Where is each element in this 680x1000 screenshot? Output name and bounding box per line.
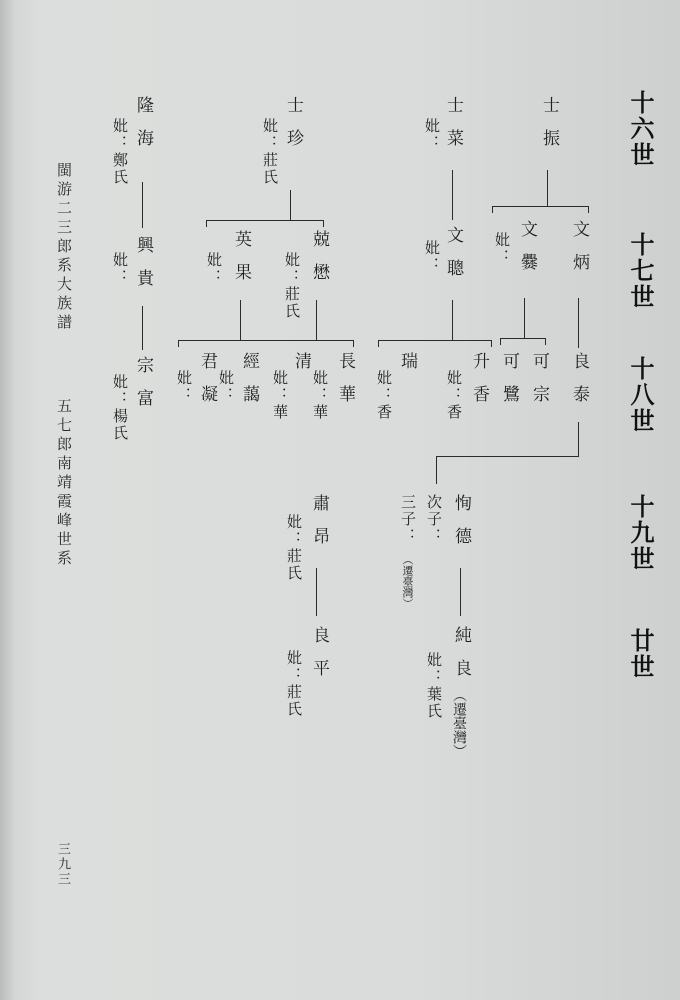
page-binding-shadow — [0, 0, 14, 1000]
spouse-zhanghua: 妣：華 — [311, 370, 329, 421]
line — [524, 298, 525, 338]
person-shizhen2: 士珍 — [283, 96, 303, 162]
line — [588, 206, 589, 213]
person-kelu: 可鷺 — [499, 352, 519, 418]
line — [142, 306, 143, 350]
generation-17-label: 十七世 — [626, 232, 655, 310]
line — [316, 300, 317, 340]
person-zongfu: 宗富 — [133, 356, 153, 422]
spouse-suang: 妣：莊氏 — [285, 514, 303, 582]
person-jingmao: 兢懋 — [309, 230, 329, 296]
spouse-yingguo: 妣： — [205, 252, 223, 286]
line — [240, 300, 241, 340]
person-chunliang: 純良 — [451, 626, 471, 692]
spouse-jingmao: 妣：莊氏 — [283, 252, 301, 320]
spouse-liangping: 妣：莊氏 — [285, 650, 303, 718]
page-number: 三九三 — [55, 842, 70, 887]
line — [178, 340, 354, 341]
line — [492, 206, 589, 207]
person-liangping: 良平 — [309, 626, 329, 692]
spouse-xinggui: 妣： — [111, 252, 129, 286]
label-ci-zi: 次子： — [425, 494, 443, 545]
line — [142, 182, 143, 228]
spouse-longhai: 妣：鄭氏 — [111, 118, 129, 186]
person-qing: 清 — [291, 352, 311, 385]
spouse-chunliang: 妣：葉氏 — [425, 652, 443, 720]
person-suang: 肅昂 — [309, 494, 329, 560]
person-shengxiang: 升香 — [469, 352, 489, 418]
line — [353, 340, 354, 347]
person-shicai: 士菜 — [443, 96, 463, 162]
line — [460, 568, 461, 616]
line — [492, 206, 493, 213]
person-wencong: 文聰 — [443, 226, 463, 292]
line — [452, 300, 453, 340]
spouse-shizhen2: 妣：莊氏 — [261, 118, 279, 186]
person-shizhen: 士振 — [539, 96, 559, 162]
line — [500, 338, 546, 339]
line — [206, 220, 324, 221]
line — [290, 190, 291, 220]
book-title: 閩游二三郎系大族譜 — [55, 162, 73, 333]
person-yingguo: 英果 — [231, 230, 251, 296]
generation-16-label: 十六世 — [626, 90, 655, 168]
note-chunliang: （遷臺灣） — [451, 688, 467, 758]
spouse-rui: 妣：香 — [375, 370, 393, 421]
lineage-title: 五七郎南靖霞峰世系 — [55, 398, 73, 569]
spouse-shicai: 妣： — [423, 118, 441, 152]
person-xinggui: 興貴 — [133, 236, 153, 302]
generation-19-label: 十九世 — [626, 494, 655, 572]
line — [547, 170, 548, 206]
line — [545, 338, 546, 345]
spouse-jingai: 妣： — [217, 370, 235, 404]
line — [316, 568, 317, 616]
note-san-zi: （遷臺灣） — [401, 554, 414, 609]
label-san-zi: 三子： — [399, 494, 417, 545]
generation-20-label: 廿世 — [626, 628, 655, 680]
person-rui: 瑞 — [397, 352, 417, 385]
person-kezong: 可宗 — [529, 352, 549, 418]
line — [578, 298, 579, 348]
spouse-wencuan: 妣： — [493, 232, 511, 266]
line — [452, 170, 453, 220]
line — [323, 220, 324, 227]
spouse-qing: 妣：華 — [271, 370, 289, 421]
line — [178, 340, 179, 347]
spouse-zongfu: 妣：楊氏 — [111, 374, 129, 442]
generation-18-label: 十八世 — [626, 356, 655, 434]
person-wenbing: 文炳 — [569, 220, 589, 286]
spouse-shengxiang: 妣：香 — [445, 370, 463, 421]
line — [500, 338, 501, 345]
person-jingai: 經藹 — [239, 352, 259, 418]
person-longhai: 隆海 — [133, 96, 153, 162]
spouse-wencong: 妣： — [423, 240, 441, 274]
person-xunde: 恂德 — [451, 494, 471, 560]
line — [578, 422, 579, 456]
line — [436, 456, 437, 484]
line — [206, 220, 207, 227]
spouse-junning: 妣： — [175, 370, 193, 404]
line — [491, 340, 492, 347]
line — [378, 340, 492, 341]
line — [436, 456, 579, 457]
line — [378, 340, 379, 347]
person-junning: 君凝 — [197, 352, 217, 418]
person-liangtai: 良泰 — [569, 352, 589, 418]
person-wencuan: 文爨 — [517, 220, 537, 286]
person-zhanghua: 長華 — [335, 352, 355, 418]
